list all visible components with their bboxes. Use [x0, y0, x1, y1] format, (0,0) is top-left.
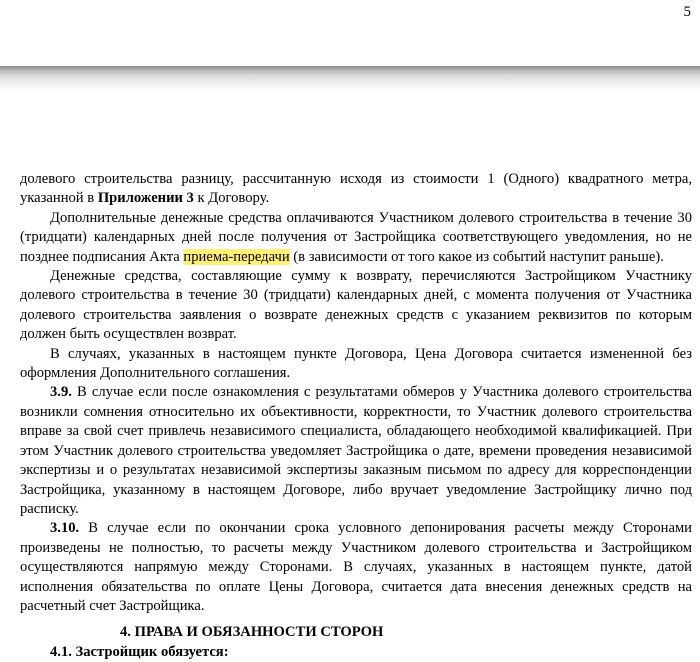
appendix-reference: Приложении 3 — [97, 190, 194, 207]
clause-3-9 — [20, 383, 692, 519]
paragraph-text: Дополнительные денежные средства оплачиваются Участником долевого строительства в течение 30 (тридцати) календарных дней после получения от Застройщика соответствующего уведомления, но не позднее подписания Акта — [20, 209, 692, 265]
paragraph-text: к Договору. — [193, 190, 270, 207]
clause-number: 3.10. — [50, 520, 80, 537]
paragraph-text: (в зависимости от того какое из событий наступит раньше). — [289, 248, 664, 265]
paragraph-refund: Денежные средства, составляющие сумму к возврату, перечисляются Застройщиком Участнику долевого строительства в течение 30 (тридцати) календарных дней, с момента получения от Участника долевого строительства заявления о возврате денежных средств с указанием реквизитов по которым должен быть осуществлен возврат. — [20, 268, 692, 343]
highlighted-term: приема-передачи — [183, 248, 290, 265]
paragraph-text: долевого строительства разницу, рассчитанную исходя из стоимости 1 (Одного) квадратного метра, указанной в — [20, 171, 692, 207]
paragraph-additional-funds — [20, 209, 692, 267]
paragraph-price-difference — [20, 170, 692, 209]
paragraph-text: В случае если по окончании срока условного депонирования расчеты между Сторонами произведены не полностью, то расчеты между Участником долевого строительства и Застройщиком осуществляются напрямую между Сторонами. В случаях, указанных в настоящем пункте, датой исполнения обязательства по оплате Цены Договора, считается дата внесения денежных средств на расчетный счет Застройщика. — [20, 520, 692, 614]
section-subtitle: 4.1. Застройщик обязуется: — [50, 643, 229, 660]
document-body — [20, 170, 692, 662]
paragraph-text: В случае если после ознакомления с результатами обмеров у Участника долевого строительства возникли сомнения относительно их объективности, корректности, то Участник долевого строительства вправе за свой счет привлечь независимого специалиста, обладающего необходимой квалификацией. При этом Участник долевого строительства уведомляет Застройщика о дате, времени проведения независимой экспертизы и о результатах независимой экспертизы заказным письмом по адресу для корреспонденции Застройщика, указанному в настоящем Договоре, либо вручает уведомление Застройщику лично под расписку. — [20, 384, 692, 517]
clause-3-10 — [20, 519, 692, 616]
page-break-separator — [0, 66, 700, 92]
section-title: 4. ПРАВА И ОБЯЗАННОСТИ СТОРОН — [120, 624, 384, 641]
clause-number: 3.9. — [50, 384, 72, 401]
paragraph-price-change: В случаях, указанных в настоящем пункте Договора, Цена Договора считается измененной без оформления Дополнительного соглашения. — [20, 345, 692, 382]
page-number: 5 — [683, 4, 691, 20]
